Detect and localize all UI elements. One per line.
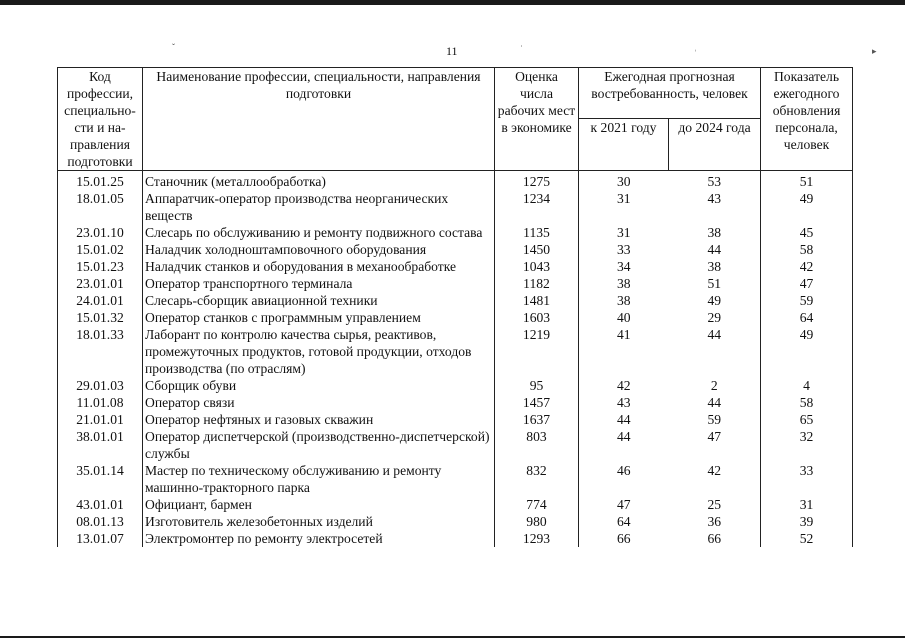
cell-name: Наладчик станков и оборудования в механообработке — [143, 258, 495, 275]
cell-demand-2021: 38 — [616, 276, 631, 291]
cell-renewal: 42 — [761, 258, 853, 275]
cell-name: Мастер по техническому обслуживанию и ремонту машинно-тракторного парка — [143, 462, 495, 496]
scan-speck-mark: ▸ — [872, 46, 877, 56]
cell-code: 43.01.01 — [58, 496, 143, 513]
cell-name: Станочник (металлообработка) — [143, 171, 495, 191]
cell-name: Слесарь-сборщик авиационной техники — [143, 292, 495, 309]
header-demand: Ежегодная прогнозная востребованность, человек — [579, 68, 761, 119]
scan-speck-mark: ˒ — [694, 44, 697, 54]
cell-demand-2021: 44 — [616, 412, 631, 427]
cell-demand-2024: 44 — [669, 241, 761, 258]
cell-code: 23.01.10 — [58, 224, 143, 241]
cell-name: Лаборант по контролю качества сырья, реактивов, промежуточных продуктов, готовой продукции, отходов производства (по отраслям) — [143, 326, 495, 377]
cell-name: Слесарь по обслуживанию и ремонту подвижного состава — [143, 224, 495, 241]
cell-demand-2024: 25 — [669, 496, 761, 513]
cell-code: 15.01.23 — [58, 258, 143, 275]
cell-code: 08.01.13 — [58, 513, 143, 530]
table-row — [58, 411, 853, 428]
cell-name: Оператор связи — [143, 394, 495, 411]
cell-demand-2024: 2 — [669, 377, 761, 394]
cell-code: 15.01.25 — [58, 171, 143, 191]
table-row — [58, 394, 853, 411]
cell-renewal: 59 — [761, 292, 853, 309]
cell-code: 13.01.07 — [58, 530, 143, 547]
cell-demand-2024: 29 — [669, 309, 761, 326]
cell-estimate: 803 — [495, 428, 579, 462]
table-row — [58, 326, 853, 377]
cell-code: 29.01.03 — [58, 377, 143, 394]
cell-demand-2024: 44 — [669, 394, 761, 411]
table-row — [58, 258, 853, 275]
cell-renewal: 58 — [761, 394, 853, 411]
cell-demand-2021: 31 — [616, 225, 631, 240]
cell-demand-2021: 43 — [616, 395, 631, 410]
cell-estimate: 1450 — [495, 241, 579, 258]
cell-demand-2024: 38 — [669, 258, 761, 275]
cell-renewal: 4 — [761, 377, 853, 394]
table-row — [58, 428, 853, 462]
scan-speck-mark: ˇ — [172, 42, 175, 52]
cell-demand-2024: 36 — [669, 513, 761, 530]
cell-estimate: 1637 — [495, 411, 579, 428]
table-body — [58, 171, 853, 548]
cell-code: 15.01.32 — [58, 309, 143, 326]
cell-renewal: 33 — [761, 462, 853, 496]
cell-estimate: 980 — [495, 513, 579, 530]
cell-demand-2024: 47 — [669, 428, 761, 462]
header-demand-2024: до 2024 года — [669, 119, 761, 171]
scan-bottom-border — [0, 636, 905, 638]
cell-estimate: 1182 — [495, 275, 579, 292]
cell-estimate: 1234 — [495, 190, 579, 224]
scan-speck-mark: ˙ — [520, 44, 523, 54]
table-row — [58, 462, 853, 496]
cell-demand-2021: 41 — [616, 327, 631, 342]
cell-estimate: 1135 — [495, 224, 579, 241]
cell-renewal: 31 — [761, 496, 853, 513]
table-row — [58, 275, 853, 292]
cell-renewal: 49 — [761, 326, 853, 377]
cell-code: 38.01.01 — [58, 428, 143, 462]
cell-demand-2024: 53 — [669, 171, 761, 191]
cell-estimate: 1293 — [495, 530, 579, 547]
cell-estimate: 1603 — [495, 309, 579, 326]
table-row — [58, 513, 853, 530]
cell-demand-2024: 43 — [669, 190, 761, 224]
cell-estimate: 1457 — [495, 394, 579, 411]
cell-demand-2024: 49 — [669, 292, 761, 309]
cell-code: 35.01.14 — [58, 462, 143, 496]
cell-name: Официант, бармен — [143, 496, 495, 513]
cell-renewal: 58 — [761, 241, 853, 258]
cell-demand-2024: 66 — [669, 530, 761, 547]
cell-name: Оператор диспетчерской (производственно-диспетчерской) службы — [143, 428, 495, 462]
cell-estimate: 832 — [495, 462, 579, 496]
cell-name: Оператор станков с программным управлением — [143, 309, 495, 326]
page-number: 11 — [446, 44, 458, 58]
cell-name: Электромонтер по ремонту электросетей — [143, 530, 495, 547]
table-row — [58, 171, 853, 191]
cell-renewal: 47 — [761, 275, 853, 292]
cell-demand-2021: 44 — [616, 429, 631, 444]
cell-renewal: 64 — [761, 309, 853, 326]
cell-name: Наладчик холодноштамповочного оборудования — [143, 241, 495, 258]
cell-renewal: 45 — [761, 224, 853, 241]
cell-name: Изготовитель железобетонных изделий — [143, 513, 495, 530]
professions-demand-table — [57, 67, 853, 547]
cell-renewal: 39 — [761, 513, 853, 530]
header-estimate: Оценка числа рабочих мест в экономике — [495, 68, 579, 171]
table-row — [58, 292, 853, 309]
table-row — [58, 190, 853, 224]
cell-demand-2024: 44 — [669, 326, 761, 377]
cell-name: Оператор транспортного терминала — [143, 275, 495, 292]
cell-estimate: 1043 — [495, 258, 579, 275]
header-renewal: Показатель ежегодного обновления персонала, человек — [761, 68, 853, 171]
cell-demand-2024: 38 — [669, 224, 761, 241]
cell-estimate: 95 — [495, 377, 579, 394]
table-row — [58, 530, 853, 547]
header-name: Наименование профессии, специальности, направления подготовки — [143, 68, 495, 171]
table-row — [58, 309, 853, 326]
cell-code: 23.01.01 — [58, 275, 143, 292]
cell-code: 11.01.08 — [58, 394, 143, 411]
cell-renewal: 49 — [761, 190, 853, 224]
cell-name: Оператор нефтяных и газовых скважин — [143, 411, 495, 428]
table-row — [58, 224, 853, 241]
scan-top-border — [0, 0, 905, 5]
cell-estimate: 1481 — [495, 292, 579, 309]
cell-demand-2021: 47 — [616, 497, 631, 512]
cell-estimate: 1219 — [495, 326, 579, 377]
cell-code: 18.01.05 — [58, 190, 143, 224]
cell-demand-2021: 38 — [616, 293, 631, 308]
cell-demand-2024: 51 — [669, 275, 761, 292]
cell-demand-2024: 42 — [669, 462, 761, 496]
cell-demand-2021: 66 — [616, 531, 631, 546]
cell-demand-2021: 42 — [616, 378, 631, 393]
header-demand-2021: к 2021 году — [579, 119, 669, 171]
cell-code: 24.01.01 — [58, 292, 143, 309]
table-header — [58, 68, 853, 171]
cell-demand-2021: 33 — [616, 242, 631, 257]
table-row — [58, 241, 853, 258]
cell-renewal: 65 — [761, 411, 853, 428]
cell-demand-2021: 31 — [616, 191, 631, 206]
cell-demand-2021: 30 — [616, 174, 631, 189]
cell-code: 21.01.01 — [58, 411, 143, 428]
cell-demand-2021: 34 — [616, 259, 631, 274]
cell-name: Сборщик обуви — [143, 377, 495, 394]
cell-renewal: 32 — [761, 428, 853, 462]
table-row — [58, 377, 853, 394]
cell-demand-2021: 40 — [616, 310, 631, 325]
cell-code: 15.01.02 — [58, 241, 143, 258]
header-code: Код профессии, специально-сти и на-правления подготовки — [58, 68, 143, 171]
cell-estimate: 1275 — [495, 171, 579, 191]
cell-renewal: 51 — [761, 171, 853, 191]
cell-estimate: 774 — [495, 496, 579, 513]
cell-renewal: 52 — [761, 530, 853, 547]
cell-code: 18.01.33 — [58, 326, 143, 377]
cell-demand-2024: 59 — [669, 411, 761, 428]
table-row — [58, 496, 853, 513]
cell-name: Аппаратчик-оператор производства неорганических веществ — [143, 190, 495, 224]
cell-demand-2021: 64 — [616, 514, 631, 529]
cell-demand-2021: 46 — [616, 463, 631, 478]
